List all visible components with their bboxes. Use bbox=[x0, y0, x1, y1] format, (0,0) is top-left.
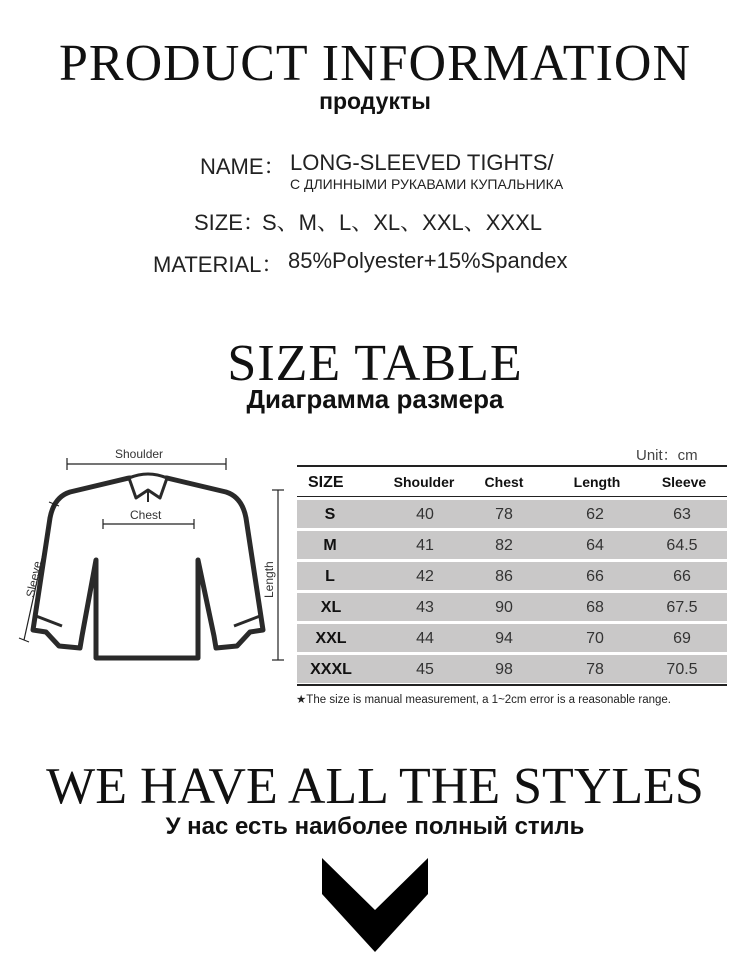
table-row bbox=[297, 593, 727, 621]
sleeve-cell: 66 bbox=[673, 568, 691, 585]
name-value: LONG-SLEEVED TIGHTS/ bbox=[290, 150, 554, 175]
size-cell: XXXL bbox=[310, 661, 352, 678]
size-cell: XL bbox=[320, 599, 342, 616]
chest-label: Chest bbox=[130, 508, 162, 522]
sleeve-label: Sleeve bbox=[23, 559, 45, 599]
table-header-length: Length bbox=[573, 474, 621, 490]
size-cell: L bbox=[325, 568, 335, 585]
length-cell: 78 bbox=[586, 661, 604, 678]
table-row bbox=[297, 624, 727, 652]
length-cell: 64 bbox=[586, 537, 604, 554]
table-row bbox=[297, 655, 727, 683]
chest-cell: 86 bbox=[495, 568, 513, 585]
table-row bbox=[297, 531, 727, 559]
chest-cell: 98 bbox=[495, 661, 513, 678]
shoulder-cell: 44 bbox=[416, 630, 434, 647]
size-table-subtitle-ru: Диаграмма размера bbox=[246, 384, 504, 414]
shoulder-cell: 40 bbox=[416, 506, 434, 523]
sleeve-cell: 69 bbox=[673, 630, 691, 647]
table-header-rule bbox=[297, 496, 727, 497]
shoulder-cell: 42 bbox=[416, 568, 434, 585]
page-subtitle-ru: продукты bbox=[319, 88, 431, 114]
table-header-chest: Chest bbox=[484, 474, 524, 490]
page-title: PRODUCT INFORMATION bbox=[58, 35, 691, 92]
size-cell: S bbox=[324, 506, 336, 523]
chest-cell: 94 bbox=[495, 630, 513, 647]
size-value: S、M、L、XL、XXL、XXXL bbox=[262, 210, 542, 235]
length-cell: 70 bbox=[586, 630, 604, 647]
sleeve-cell: 70.5 bbox=[666, 661, 698, 678]
shoulder-cell: 45 bbox=[416, 661, 434, 678]
styles-subtitle-ru: У нас есть наиболее полный стиль bbox=[165, 813, 585, 840]
shoulder-cell: 43 bbox=[416, 599, 434, 616]
size-table-title: SIZE TABLE bbox=[227, 335, 523, 392]
table-bottom-rule bbox=[297, 684, 727, 686]
length-cell: 62 bbox=[586, 506, 604, 523]
table-header-sleeve: Sleeve bbox=[661, 474, 707, 490]
table-row bbox=[297, 562, 727, 590]
sleeve-cell: 64.5 bbox=[666, 537, 698, 554]
length-cell: 68 bbox=[586, 599, 604, 616]
sleeve-cell: 63 bbox=[673, 506, 691, 523]
chest-cell: 78 bbox=[495, 506, 513, 523]
material-value: 85%Polyester+15%Spandex bbox=[288, 248, 568, 273]
unit-label: Unit：cm bbox=[636, 447, 698, 464]
chest-cell: 90 bbox=[495, 599, 513, 616]
size-cell: M bbox=[323, 537, 337, 554]
table-top-rule bbox=[297, 465, 727, 467]
length-cell: 66 bbox=[586, 568, 604, 585]
table-row bbox=[297, 500, 727, 528]
measurement-note: ★The size is manual measurement, a 1~2cm error is a reasonable range. bbox=[296, 694, 671, 706]
length-label: Length bbox=[262, 561, 276, 598]
table-header-size: SIZE bbox=[308, 474, 344, 491]
chest-cell: 82 bbox=[495, 537, 513, 554]
chevron-down-icon bbox=[322, 858, 428, 959]
name-label: NAME： bbox=[200, 154, 286, 179]
size-label: SIZE： bbox=[194, 210, 265, 235]
styles-title: WE HAVE ALL THE STYLES bbox=[46, 758, 704, 815]
shoulder-cell: 41 bbox=[416, 537, 434, 554]
table-header-shoulder: Shoulder bbox=[393, 474, 455, 490]
garment-diagram bbox=[10, 440, 290, 675]
shoulder-label: Shoulder bbox=[115, 447, 164, 461]
sleeve-cell: 67.5 bbox=[666, 599, 698, 616]
name-value-ru: С ДЛИННЫМИ РУКАВАМИ КУПАЛЬНИКА bbox=[290, 176, 564, 192]
size-cell: XXL bbox=[315, 630, 347, 647]
material-label: MATERIAL： bbox=[153, 252, 284, 277]
